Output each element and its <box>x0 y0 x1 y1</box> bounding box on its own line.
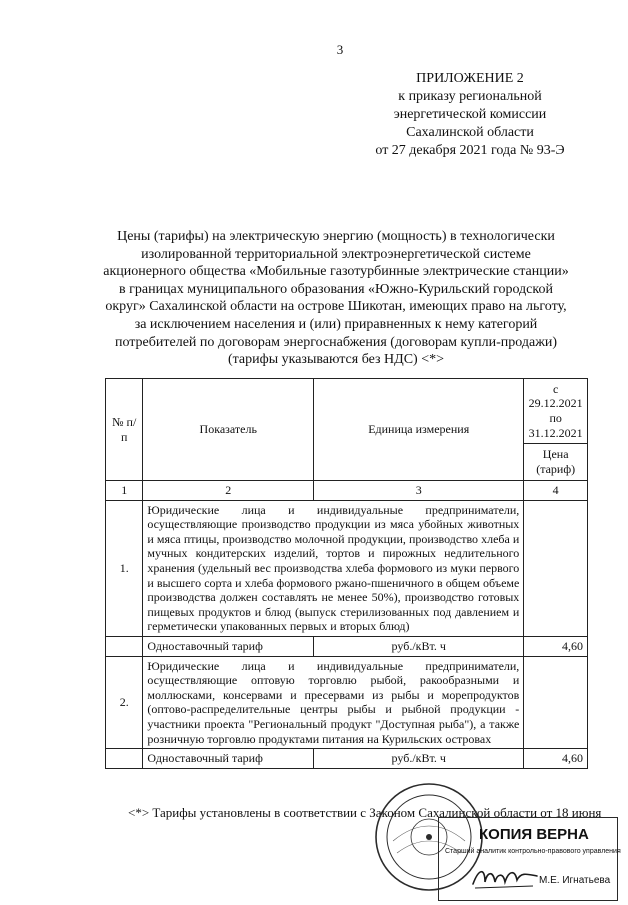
title-line: за исключением населения и (или) приравненных к нему категорий <box>134 316 538 332</box>
header-unit: Единица измерения <box>314 379 524 481</box>
index-cell: 4 <box>524 481 588 501</box>
table-row <box>106 636 588 656</box>
row-tariff-name: Одноставочный тариф <box>143 636 314 656</box>
appendix-line: к приказу региональной <box>398 89 542 104</box>
index-row <box>106 481 588 501</box>
table-header-row <box>106 379 588 444</box>
title-line: Цены (тарифы) на электрическую энергию (мощность) в технологически <box>117 229 555 244</box>
table-row <box>106 500 588 636</box>
title-line: в границах муниципального образования «Южно-Курильский городской <box>119 281 553 297</box>
appendix-line: от 27 декабря 2021 года № 93-Э <box>375 143 565 158</box>
title-line: потребителей по договорам энергоснабжения (договорам купли-продажи) <box>114 334 558 350</box>
index-cell: 2 <box>143 481 314 501</box>
title-line: (тарифы указываются без НДС) <*> <box>227 352 445 368</box>
row-empty <box>524 500 588 636</box>
signature-icon <box>471 862 541 892</box>
row-num: 1. <box>106 500 143 636</box>
appendix-block <box>360 70 580 160</box>
row-unit: руб./кВт. ч <box>314 636 524 656</box>
stamp-subtitle: Старший аналитик контрольно-правового управления <box>445 848 621 855</box>
title-line: округ» Сахалинской области на острове Шикотан, имеющих право на льготу, <box>105 299 567 315</box>
tariff-table <box>105 378 588 769</box>
appendix-line: ПРИЛОЖЕНИЕ 2 <box>416 71 524 86</box>
appendix-line: энергетической комиссии <box>393 107 547 122</box>
header-period: с 29.12.2021 по 31.12.2021 <box>524 379 588 444</box>
certified-copy-stamp <box>438 817 621 901</box>
page-number: 3 <box>336 42 344 57</box>
row-num: 2. <box>106 656 143 749</box>
header-num: № п/п <box>106 379 143 481</box>
appendix-line: Сахалинской области <box>406 125 534 140</box>
table-row <box>106 749 588 769</box>
row-empty <box>524 656 588 749</box>
footnote: <*> Тарифы установлены в соответствии с Законом Сахалинской области от 18 июня <box>128 805 602 820</box>
row-empty <box>106 749 143 769</box>
table-row <box>106 656 588 749</box>
row-value: 4,60 <box>524 636 588 656</box>
row-description: Юридические лица и индивидуальные предприниматели, осуществляющие производство продукции из мяса убойных животных и мяса птицы, производство молочной продукции, производство хлеба и мучных кондитерских изделий, тортов и пирожных недлительного хранения (удельный вес производства хлеба формового из муки первого и высшего сорта и хлеба формового ржано-пшеничного в общем объеме производства должен составлять не менее 50%), производство готовых пищевых продуктов и блюд (выпуск стерилизованных под давлением и герметически упакованных первых и вторых блюд) <box>143 500 524 636</box>
index-cell: 3 <box>314 481 524 501</box>
row-tariff-name: Одноставочный тариф <box>143 749 314 769</box>
header-indicator: Показатель <box>143 379 314 481</box>
row-description: Юридические лица и индивидуальные предприниматели, осуществляющие оптовую торговлю рыбой, ракообразными и моллюсками, консервами и пресервами из рыбы и морепродуктов (оптово-распределительные центры рыбы и рыбной продукции - участники проекта "Региональный продукт "Доступная рыба"), а также розничную торговлю продуктами питания на Курильских островах <box>143 656 524 749</box>
document-title <box>86 228 586 369</box>
stamp-name: М.Е. Игнатьева <box>539 875 611 886</box>
row-value: 4,60 <box>524 749 588 769</box>
title-line: изолированной территориальной электроэнергетической системе <box>141 246 531 262</box>
title-line: акционерного общества «Мобильные газотурбинные электрические станции» <box>103 264 569 280</box>
header-price: Цена (тариф) <box>524 444 588 481</box>
index-cell: 1 <box>106 481 143 501</box>
row-unit: руб./кВт. ч <box>314 749 524 769</box>
row-empty <box>106 636 143 656</box>
stamp-title: КОПИЯ ВЕРНА <box>479 826 589 843</box>
